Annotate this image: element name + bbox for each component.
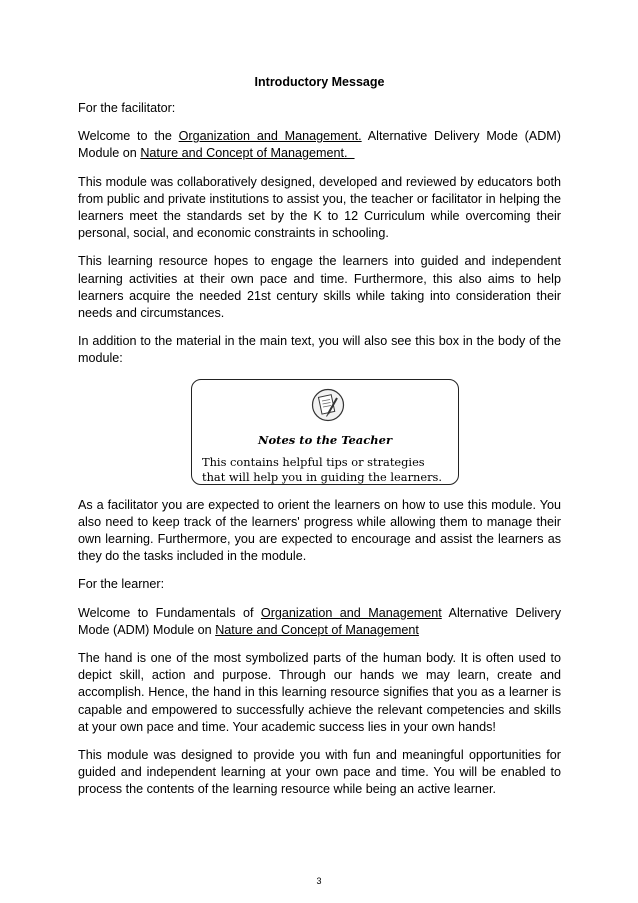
notes-pencil-icon bbox=[311, 388, 345, 422]
paragraph-designed: This module was designed to provide you with fun and meaningful opportunities for guided and independent learning at your own pace and time. You will be enabled to process the contents of the learning resource while being an active learner. bbox=[78, 748, 561, 797]
box-description: This contains helpful tips or strategies that will help you in guiding the learners. bbox=[202, 454, 443, 485]
page-title: Introductory Message bbox=[254, 75, 385, 89]
notes-to-teacher-box bbox=[191, 379, 459, 485]
paragraph-hand: The hand is one of the most symbolized parts of the human body. It is often used to depict skill, action and purpose. Through our hands we may learn, create and accomplish. Hence, the hand in this learning resource signifies that you as a learner is capable and empowered to successfully achieve the relevant competencies and skills at your own pace and time. Your academic success lies in your own hands! bbox=[78, 651, 561, 734]
subject-underline: Organization and Management. bbox=[178, 129, 362, 144]
module-topic-underline: Nature and Concept of Management. bbox=[140, 146, 355, 161]
learner-label: For the learner: bbox=[78, 577, 165, 592]
facilitator-label: For the facilitator: bbox=[78, 101, 176, 115]
page-number: 3 bbox=[316, 876, 322, 886]
welcome-facilitator-paragraph: Welcome to the Organization and Management. Alternative Delivery Mode (ADM) Module on Nature and Concept of Management. bbox=[78, 129, 561, 161]
paragraph-box-intro: In addition to the material in the main text, you will also see this box in the body of the module: bbox=[78, 334, 561, 366]
welcome-learner-paragraph: Welcome to Fundamentals of Organization and Management Alternative Delivery Mode (ADM) Module on Nature and Concept of Management bbox=[78, 605, 561, 637]
box-title: Notes to the Teacher bbox=[257, 432, 392, 447]
paragraph-engage: This learning resource hopes to engage the learners into guided and independent learning activities at their own pace and time. Furthermore, this also aims to help learners acquire the needed 21st century skills while taking into consideration their needs and circumstances. bbox=[78, 254, 561, 321]
paragraph-design: This module was collaboratively designed, developed and reviewed by educators both from public and private institutions to assist you, the teacher or facilitator in helping the learners meet the standards set by the K to 12 Curriculum while overcoming their personal, social, and economic constraints in schooling. bbox=[78, 174, 561, 241]
paragraph-orient: As a facilitator you are expected to orient the learners on how to use this module. You also need to keep track of the learners' progress while allowing them to manage their own learning. Furthermore, you are expected to encourage and assist the learners as they do the tasks included in the module. bbox=[78, 497, 561, 564]
document-page bbox=[78, 74, 561, 810]
